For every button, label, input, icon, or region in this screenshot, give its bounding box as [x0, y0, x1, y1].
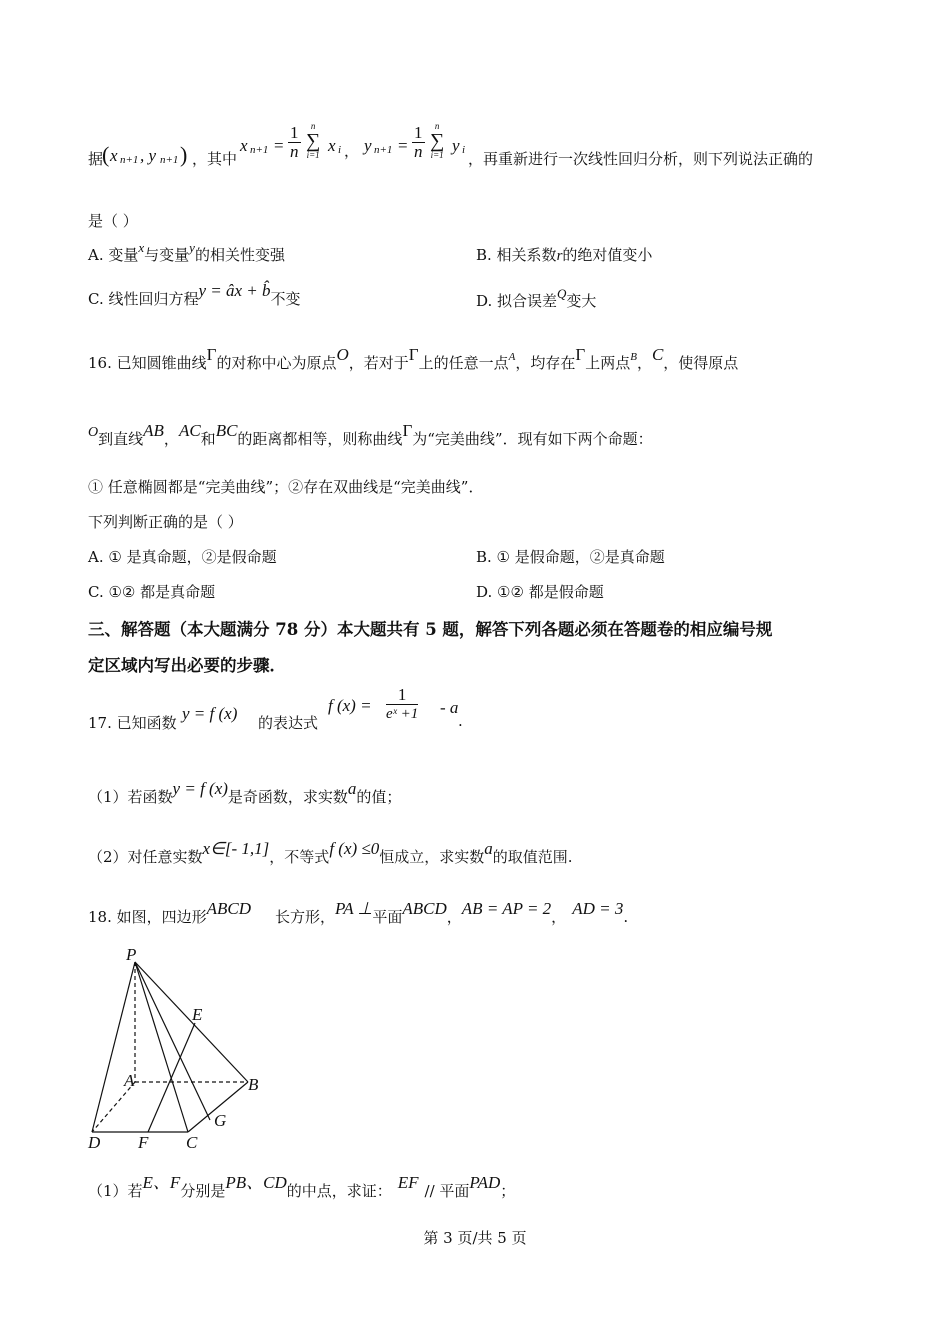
q16-propositions: ① 任意椭圆都是“完美曲线”；②存在双曲线是“完美曲线”． — [88, 478, 484, 496]
q16-option-a[interactable]: A. ① 是真命题，②是假命题 — [88, 548, 277, 566]
edge-PG — [135, 962, 210, 1120]
q15-stem-end: 是（ ） — [88, 212, 138, 230]
section-3-heading: 三、解答题（本大题满分 78 分）本大题共有 5 题，解答下列各题必须在答题卷的相应编号规 — [88, 620, 773, 639]
fraction-1-over-n: $\frac{1}{n}$ — [290, 123, 299, 161]
q15-option-a[interactable]: A. 变量x与变量y的相关性变强 — [88, 240, 285, 264]
fraction-1-over-ex-plus-1: $\frac{1}{\text{eˣ +1}}$ — [386, 685, 419, 722]
section-3-heading-cont: 定区域内写出必要的步骤． — [88, 656, 286, 675]
q16-option-c[interactable]: C. ①② 都是真命题 — [88, 583, 216, 601]
pyramid-figure — [80, 940, 280, 1152]
label-G: G — [214, 1111, 227, 1130]
q15-option-b[interactable]: B. 相关系数r的绝对值变小 — [476, 246, 653, 264]
q16-question: 下列判断正确的是（ ） — [88, 513, 243, 531]
q15-option-d[interactable]: D. 拟合误差Q变大 — [476, 286, 597, 310]
q16-stem-line1: 16. 已知圆锥曲线Γ的对称中心为原点O，若对于Γ上的任意一点$^A$，均存在Γ上两点$^B$，C，使得原点 — [88, 345, 739, 372]
q18-part-1: （1）若E、F分别是PB、CD的中点，求证： EF // 平面PAD； — [88, 1173, 516, 1200]
edge-PD — [92, 962, 135, 1132]
q18-stem: 18. 如图，四边形ABCD 长方形，PA ⊥平面ABCD，AB = AP = 2， AD = 3. — [88, 899, 629, 926]
label-F: F — [138, 1133, 149, 1152]
sum-symbol: n ∑ i=1 — [306, 121, 321, 160]
page-footer: 第 3 页/共 5 页 — [423, 1229, 527, 1247]
edge-PC — [135, 962, 188, 1132]
label-A: A — [124, 1071, 135, 1090]
label-D: D — [88, 1133, 101, 1152]
label-P: P — [126, 945, 137, 964]
q17-part-1: （1）若函数y = f (x)是奇函数，求实数a的值； — [88, 779, 402, 806]
q16-option-d[interactable]: D. ①② 都是假命题 — [476, 583, 604, 601]
q16-stem-line2: O到直线AB，AC和BC的距离都相等，则称曲线Γ为“完美曲线”．现有如下两个命题： — [88, 421, 653, 448]
label-E: E — [192, 1005, 203, 1024]
q17-part-2: （2）对任意实数x∈[- 1,1]，不等式f (x) ≤0恒成立，求实数a的取值范围. — [88, 839, 573, 866]
label-C: C — [186, 1133, 198, 1152]
q16-option-b[interactable]: B. ① 是假命题，②是真命题 — [476, 548, 665, 566]
label-B: B — [248, 1075, 259, 1094]
q15-option-c[interactable]: C. 线性回归方程y = âx + b̂不变 — [88, 281, 301, 308]
